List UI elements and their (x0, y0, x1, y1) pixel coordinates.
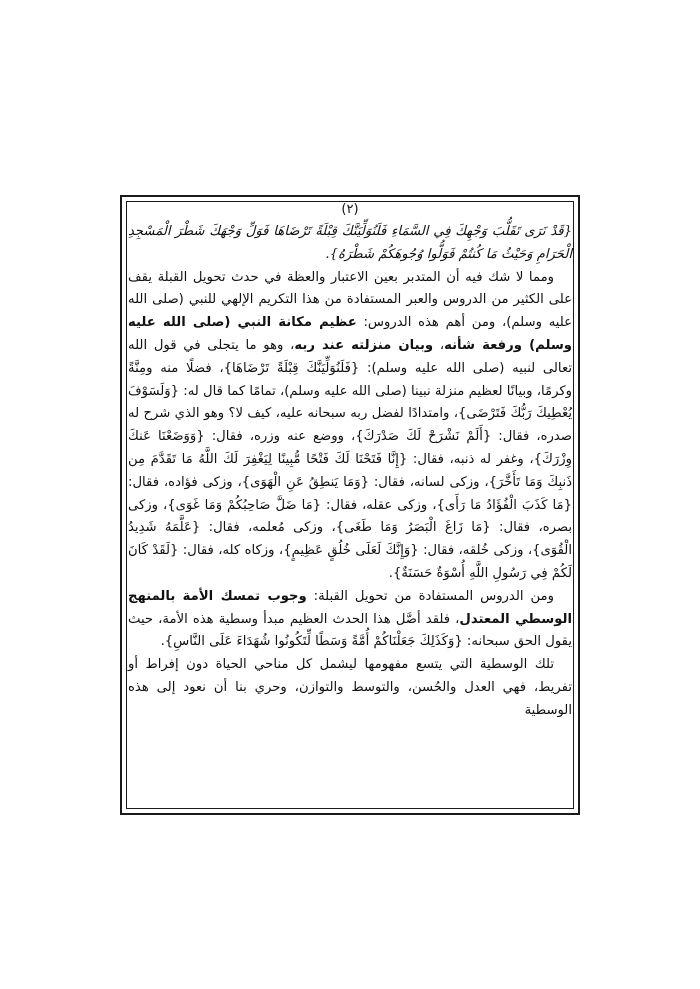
paragraph-2-body: ، فلقد أصَّل هذا الحدث العظيم مبدأ وسطية هذه الأمة، حيث يقول الحق سبحانه: {وَكَذَلِكَ جَعَلْنَاكُمْ أُمَّةً وَسَطًا لِّتَكُونُوا شُهَدَاءَ عَلَى النَّاسِ}. (128, 611, 572, 650)
paragraph-2-highlight: وجوب تمسك الأمة بالمنهج الوسطي المعتدل (128, 588, 572, 627)
paragraph-3: تلك الوسطية التي يتسع مفهومها ليشمل كل مناحي الحياة دون إفراط أو تفريط، فهي العدل والحُسن، والتوسط والتوازن، وحري بنا أن نعود إلى هذه الوسطية (128, 657, 572, 718)
paragraph-1 (128, 267, 572, 586)
document-body (128, 201, 572, 723)
paragraph-1-highlight-rank: وبيان منزلته عند ربه (294, 337, 434, 353)
paragraph-1-intro: ومما لا شك فيه أن المتدبر بعين الاعتبار والعظة في حدث تحويل القبلة يقف على الكثير من الدروس والعبر المستفادة من هذا التكريم الإلهي للنبي (صلى الله عليه وسلم)، ومن أهم هذه الدروس: (128, 269, 572, 331)
paragraph-2 (128, 586, 572, 654)
page-number: (٢) (341, 202, 359, 217)
opening-verse: {قَدْ نَرَى تَقَلُّبَ وَجْهِكَ فِي السَّمَاءِ فَلَنُوَلِّيَنَّكَ قِبْلَةً تَرْضَاهَا فَوَلِّ وَجْهَكَ شَطْرَ الْمَسْجِدِ الْحَرَامِ وَحَيْثُ مَا كُنتُمْ فَوَلُّوا وُجُوهَكُمْ شَطْرَهُ}. (128, 224, 572, 262)
paragraph-1-separator: ، (433, 337, 445, 353)
paragraph-1-highlight-status: عظيم مكانة النبي (صلى الله عليه وسلم) ورفعة شأنه (128, 315, 572, 353)
paragraph-1-body: ، وهو ما يتجلى في قول الله تعالى لنبيه (صلى الله عليه وسلم): {فَلَنُوَلِّيَنَّكَ قِبْلَةً تَرْضَاهَا}، فضلًا منه ومِنَّةً وكرمًا، وبيانًا لعظيم منزلة نبينا (صلى الله عليه وسلم)، تمامًا كما قال له: {وَلَسَوْفَ يُعْطِيكَ رَبُّكَ فَتَرْضَى}، وامتدادًا لفضل ربه سبحانه عليه، كيف لا؟ وهو الذي شرح له صدره، فقال: {أَلَمْ نَشْرَحْ لَكَ صَدْرَكَ}، ووضع عنه وزره، فقال: {وَوَضَعْنَا عَنكَ وِزْرَكَ}، وغفر له ذنبه، فقال: {إِنَّا فَتَحْنَا لَكَ فَتْحًا مُّبِينًا لِيَغْفِرَ لَكَ اللَّهُ مَا تَقَدَّمَ مِن ذَنبِكَ وَمَا تَأَخَّرَ}، وزكى لسانه، فقال: {وَمَا يَنطِقُ عَنِ الْهَوَى}، وزكى فؤاده، فقال: {مَا كَذَبَ الْفُؤَادُ مَا رَأَى}، وزكى عقله، فقال: {مَا ضَلَّ صَاحِبُكُمْ وَمَا غَوَى}، وزكى بصره، فقال: {مَا زَاغَ الْبَصَرُ وَمَا طَغَى}، وزكى مُعلمه، فقال: {عَلَّمَهُ شَدِيدُ الْقُوَى}، وزكى خُلقه، فقال: {وَإِنَّكَ لَعَلَى خُلُقٍ عَظِيمٍ}، وزكاه كله، فقال: {لَقَدْ كَانَ لَكُمْ فِي رَسُولِ اللَّهِ أُسْوَةٌ حَسَنَةٌ}. (128, 337, 572, 581)
paragraph-2-intro: ومن الدروس المستفادة من تحويل القبلة: (306, 588, 554, 604)
